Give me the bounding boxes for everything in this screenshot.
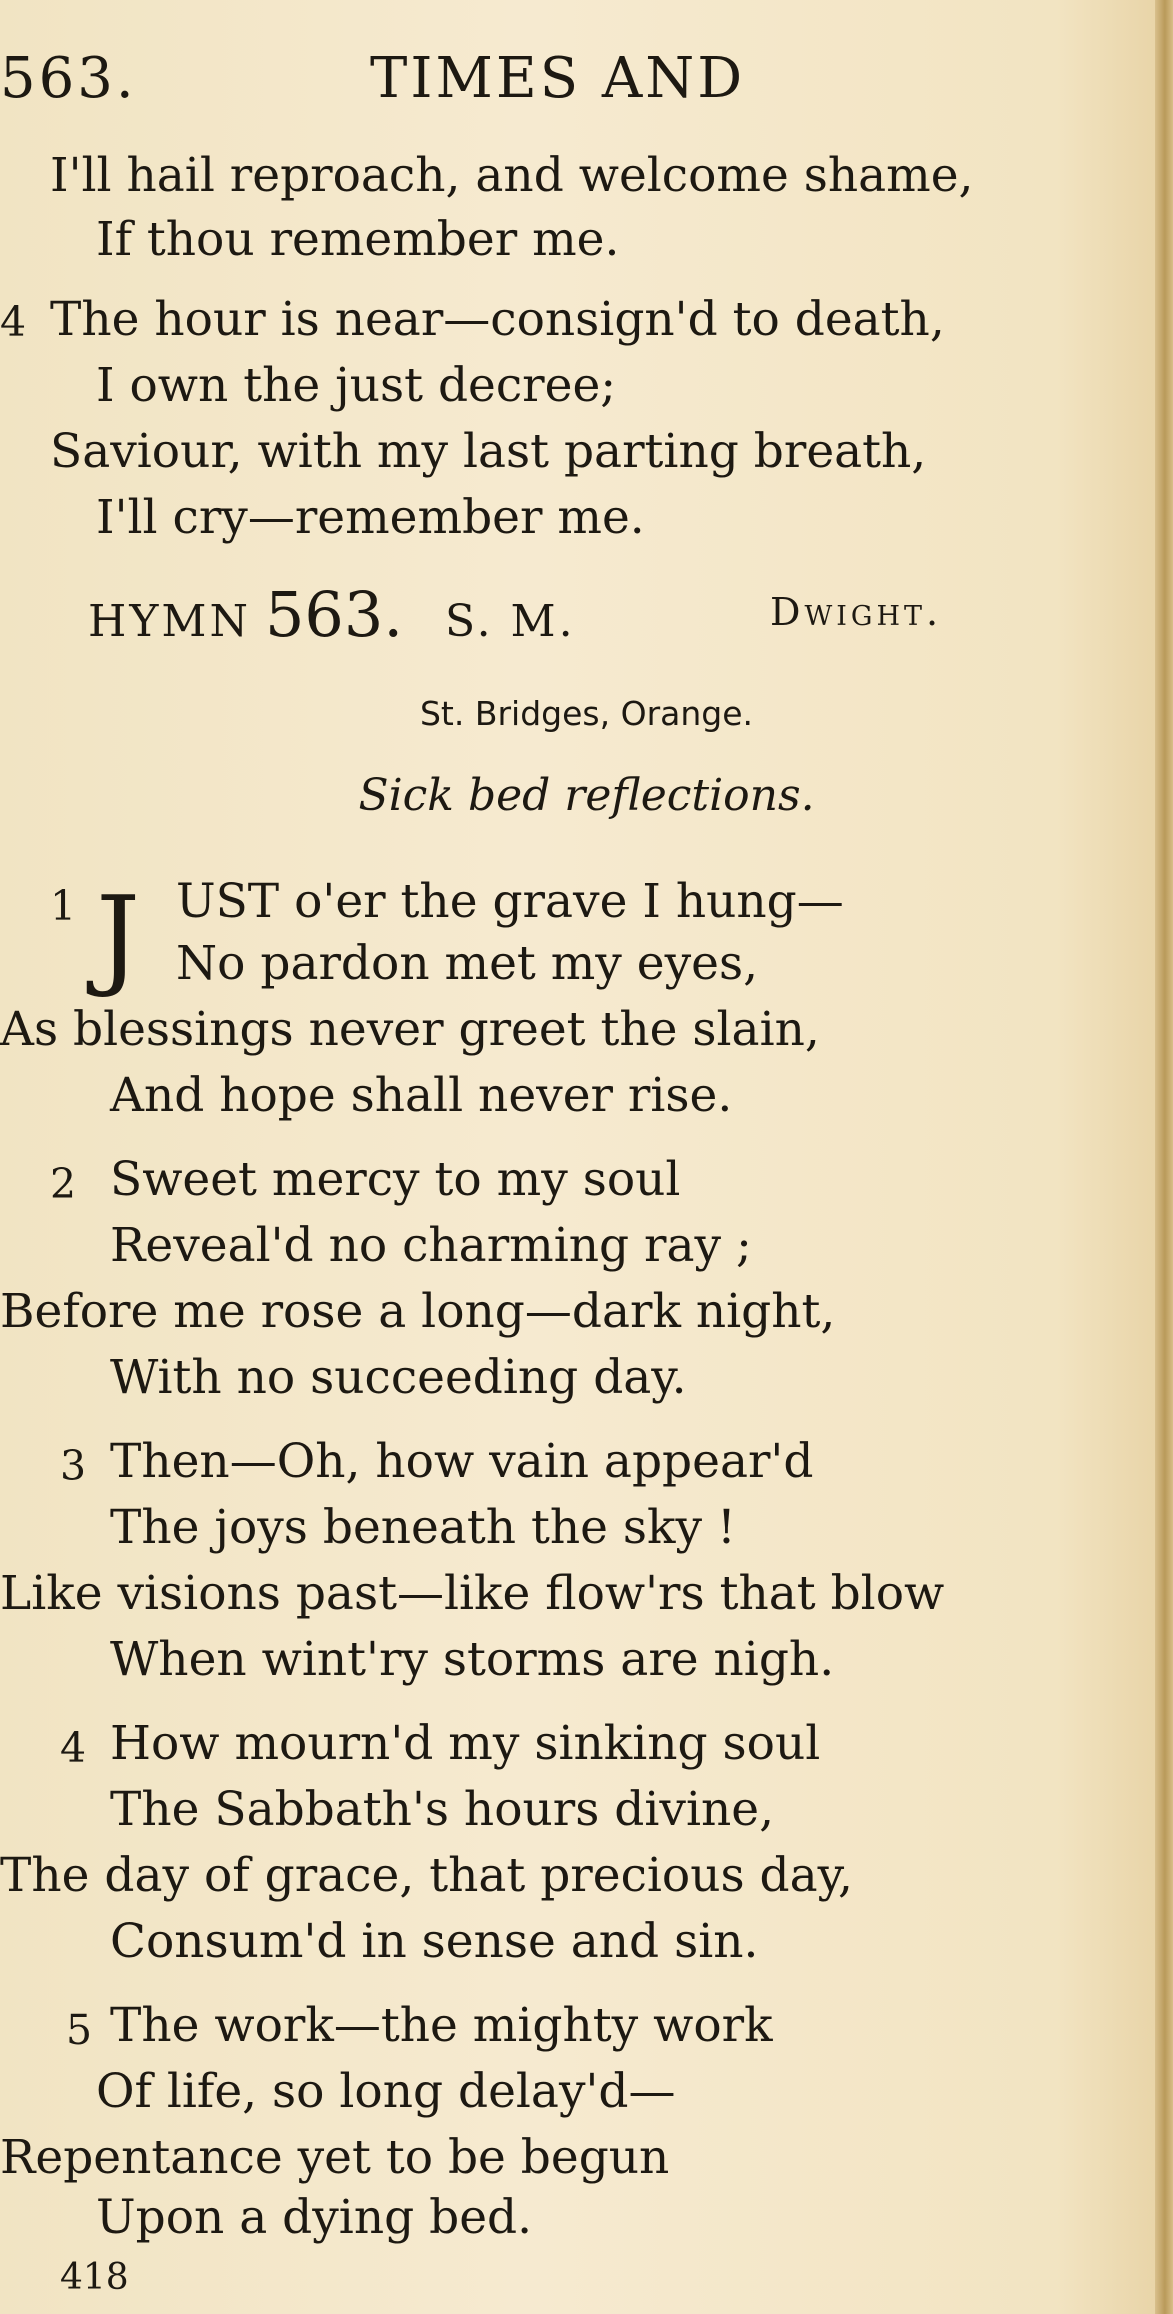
hymn-number: 563. xyxy=(264,578,404,651)
verse-line: And hope shall never rise. xyxy=(110,1068,733,1123)
hymn-heading xyxy=(88,578,576,651)
hymn-subtitle: Sick bed reflections. xyxy=(358,770,815,821)
page-edge xyxy=(1155,0,1173,2314)
verse-line: Upon a dying bed. xyxy=(96,2190,533,2245)
verse-line: No pardon met my eyes, xyxy=(176,936,759,991)
hymn-author: Dwight. xyxy=(770,590,943,634)
verse-line: When wint'ry storms are nigh. xyxy=(110,1632,835,1687)
verse-line: Consum'd in sense and sin. xyxy=(110,1914,759,1969)
verse-line: Like visions past—like flow'rs that blow xyxy=(0,1566,945,1621)
verse-line: Saviour, with my last parting breath, xyxy=(50,424,927,479)
verse-line: Before me rose a long—dark night, xyxy=(0,1284,836,1339)
verse-line: The day of grace, that precious day, xyxy=(0,1848,853,1903)
verse-line: The joys beneath the sky ! xyxy=(110,1500,736,1555)
verse-line: The hour is near—consign'd to death, xyxy=(50,292,945,347)
verse-line: The work—the mighty work xyxy=(110,1998,773,2053)
verse-line: If thou remember me. xyxy=(96,212,620,267)
verse-line: The Sabbath's hours divine, xyxy=(110,1782,775,1837)
verse-line: How mourn'd my sinking soul xyxy=(110,1716,821,1771)
stanza-number: 4 xyxy=(0,298,27,346)
stanza-number: 5 xyxy=(66,2006,93,2054)
verse-line: As blessings never greet the slain, xyxy=(0,1002,820,1057)
stanza-number: 4 xyxy=(60,1724,87,1772)
stanza-number: 3 xyxy=(60,1442,87,1490)
stanza-number: 1 xyxy=(50,882,77,930)
stanza-number: 2 xyxy=(50,1160,77,1208)
verse-line: Repentance yet to be begun xyxy=(0,2130,670,2185)
verse-line: I'll hail reproach, and welcome shame, xyxy=(50,148,974,203)
verse-line: Sweet mercy to my soul xyxy=(110,1152,681,1207)
verse-line: Of life, so long delay'd— xyxy=(96,2064,676,2119)
verse-line: UST o'er the grave I hung— xyxy=(176,874,844,929)
tune-names: St. Bridges, Orange. xyxy=(419,694,754,733)
verse-line: Then—Oh, how vain appear'd xyxy=(110,1434,814,1489)
verse-line: I'll cry—remember me. xyxy=(96,490,645,545)
folio-number: 418 xyxy=(60,2257,129,2298)
hymn-label: HYMN xyxy=(88,596,251,647)
drop-cap: J xyxy=(96,872,141,1000)
verse-line: I own the just decree; xyxy=(96,358,617,413)
verse-line: Reveal'd no charming ray ; xyxy=(110,1218,752,1273)
verse-line: With no succeeding day. xyxy=(110,1350,687,1405)
page-number: 563. xyxy=(0,46,137,111)
hymn-meter: S. M. xyxy=(445,596,576,647)
running-title: TIMES AND xyxy=(370,46,746,111)
